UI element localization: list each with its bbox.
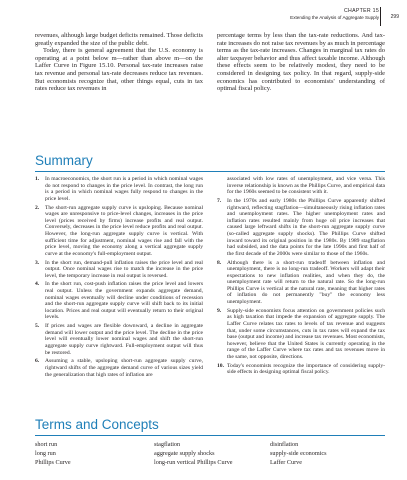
summary-item-text: Today's economists recognize the importance of considering supply-side effects in designing optimal fiscal policy. bbox=[227, 362, 385, 376]
term-item: stagflation bbox=[154, 441, 181, 448]
summary-item-text: In the 1970s and early 1980s the Phillips Curve apparently shifted rightward, reflecting stagflation—simultaneously rising inflation rates and unemployment rates. The higher unemployment rates and inflation rates resulted mainly from huge oil price increases that caused large leftward shifts in the short-run aggregate supply curve (so-called aggregate supply shocks). The Phillips Curve shifted inward toward its original position in the 1980s. By 1989 stagflation had subsided, and the data points for the late 1990s and first half of the first decade of the 2000s were similar to those of the 1960s. bbox=[227, 197, 385, 257]
summary-item-number: 8. bbox=[217, 259, 222, 266]
summary-item-number: 9. bbox=[217, 307, 222, 314]
summary-item-text: In the short run, demand-pull inflation raises the price level and real output. Once nominal wages rise to match the increase in the price level, the temporary increase in real output is reversed. bbox=[45, 259, 203, 279]
summary-item-number: 4. bbox=[35, 281, 40, 288]
term-item: Laffer Curve bbox=[270, 459, 303, 466]
summary-item bbox=[217, 308, 385, 361]
summary-item-number: 3. bbox=[35, 259, 40, 266]
paragraph: percentage terms by less than the tax-rate reductions. And tax-rate increases do not raise tax revenues by as much in percentage terms as the tax-rate increases. Changes in marginal tax rates do alter taxpayer behavior and thus affect taxable income. Although these effects seem to be relatively modest, they need to be considered in designing tax policy. In that regard, supply-side economics has contributed to economists' understanding of optimal fiscal policy. bbox=[217, 32, 385, 93]
summary-rule bbox=[35, 171, 385, 172]
summary-item-text: In the short run, cost-push inflation raises the price level and lowers real output. Unless the government expands aggregate demand, nominal wages eventually will decline under conditions of recession and the short-run aggregate supply curve will shift back to its initial location. Prices and real output will eventually return to their original levels. bbox=[45, 281, 203, 321]
top-right-column bbox=[217, 32, 385, 93]
summary-item-text: associated with low rates of unemployment, and vice versa. This inverse relationship is known as the Phillips Curve, and empirical data for the 1960s seemed to be consistent with it. bbox=[227, 176, 385, 196]
terms-column-3 bbox=[270, 440, 327, 467]
summary-right-column bbox=[217, 176, 385, 378]
summary-item bbox=[35, 323, 203, 356]
summary-left-column bbox=[35, 176, 203, 380]
summary-item-text: In macroeconomics, the short run is a period in which nominal wages do not respond to changes in the price level. In contrast, the long run is a period in which nominal wages fully respond to changes in the price level. bbox=[45, 176, 203, 202]
summary-item bbox=[217, 176, 385, 196]
summary-item bbox=[217, 198, 385, 257]
summary-item bbox=[35, 205, 203, 258]
term-item: aggregate supply shocks bbox=[154, 450, 215, 457]
summary-item-number: 6. bbox=[35, 358, 40, 365]
summary-item-number: 10. bbox=[217, 362, 224, 369]
summary-item bbox=[35, 260, 203, 280]
summary-item bbox=[35, 281, 203, 321]
running-header bbox=[290, 8, 379, 20]
summary-item-text: Assuming a stable, upsloping short-run aggregate supply curve, rightward shifts of the aggregate demand curve of various sizes yield the generalization that high rates of inflation are bbox=[45, 358, 203, 378]
term-item: long run bbox=[35, 450, 56, 457]
summary-item bbox=[217, 363, 385, 376]
chapter-label: CHAPTER 15 bbox=[344, 8, 379, 14]
paragraph: revenues, although large budget deficits remained. Those deficits greatly expanded the size of the public debt. bbox=[35, 32, 203, 47]
terms-title: Terms and Concepts bbox=[35, 417, 159, 432]
summary-item-text: If prices and wages are flexible downward, a decline in aggregate demand will lower output and the price level. The decline in the price level will eventually lower nominal wages and shift the short-run aggregate supply curve rightward. Full-employment output will thus be restored. bbox=[45, 323, 203, 356]
term-item: disinflation bbox=[270, 441, 299, 448]
terms-column-1 bbox=[35, 440, 71, 467]
top-left-column bbox=[35, 32, 203, 93]
summary-title: Summary bbox=[35, 153, 93, 168]
page-number: 299 bbox=[390, 14, 399, 20]
summary-item-number: 7. bbox=[217, 197, 222, 204]
summary-item-number: 1. bbox=[35, 176, 40, 182]
summary-item bbox=[35, 358, 203, 378]
terms-column-2 bbox=[154, 440, 233, 467]
term-item: supply-side economics bbox=[270, 450, 327, 457]
chapter-subtitle: Extending the Analysis of Aggregate Supply bbox=[290, 15, 379, 20]
paragraph: Today, there is general agreement that the U.S. economy is operating at a point below m—rather than above m—on the Laffer Curve in Figure 15.10. Personal tax-rate increases raise tax revenue and personal tax-rate decreases reduce tax revenues. But economists recognize that, other things equal, cuts in tax rates reduce tax revenues in bbox=[35, 47, 203, 93]
summary-item-number: 5. bbox=[35, 323, 40, 330]
terms-rule bbox=[35, 435, 385, 436]
summary-item-number: 2. bbox=[35, 204, 40, 211]
summary-item-text: Although there is a short-run tradeoff between inflation and unemployment, there is no long-run tradeoff. Workers will adapt their expectations to new inflation realities, and when they do, the unemployment rate will return to the natural rate. So the long-run Phillips Curve is vertical at the natural rate, meaning that higher rates of inflation do not permanently "buy" the economy less unemployment. bbox=[227, 259, 385, 306]
summary-item bbox=[35, 176, 203, 202]
summary-item-text: Supply-side economists focus attention on government policies such as high taxation that impede the expansion of aggregate supply. The Laffer Curve relates tax rates to levels of tax revenue and suggests that, under some circumstances, cuts in tax rates will expand the tax base (output and income) and increase tax revenues. Most economists, however, believe that the United States is currently operating in the range of the Laffer Curve where tax rates and tax revenues move in the same, not opposite, directions. bbox=[227, 307, 385, 360]
term-item: long-run vertical Phillips Curve bbox=[154, 459, 233, 466]
summary-item-text: The short-run aggregate supply curve is upsloping. Because nominal wages are unresponsive to price-level changes, increases in the price level (prices received by firms) increase profits and real output. Conversely, decreases in the price level reduce profits and real output. However, the long-run aggregate supply curve is vertical. With sufficient time for adjustment, nominal wages rise and fall with the price level, moving the economy along a vertical aggregate supply curve at the economy's full-employment output. bbox=[45, 204, 203, 257]
header-rule bbox=[380, 7, 381, 26]
term-item: short run bbox=[35, 441, 58, 448]
term-item: Phillips Curve bbox=[35, 459, 71, 466]
summary-item bbox=[217, 260, 385, 306]
